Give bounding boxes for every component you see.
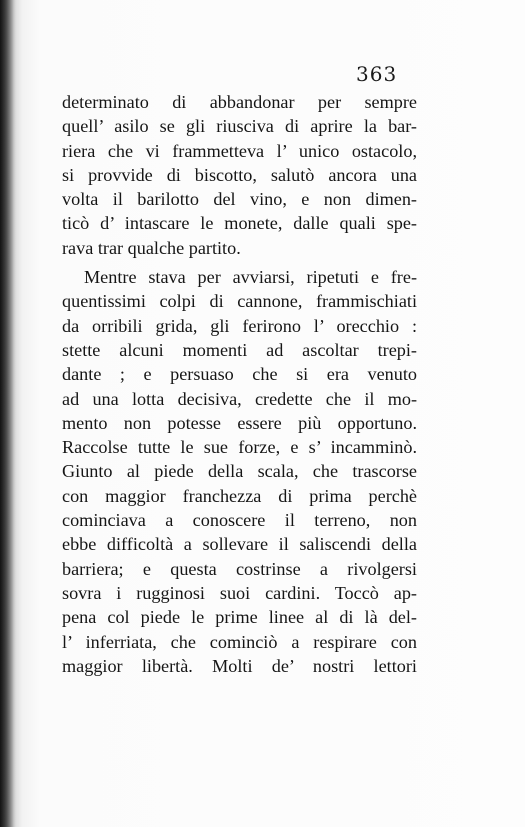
text-line: da orribili grida, gli ferirono l’ orecchio : [62,315,417,336]
text-line: maggior libertà. Molti de’ nostri lettori [62,655,417,676]
page-gutter-shadow [0,0,16,827]
text-line: con maggior franchezza di prima perchè [62,485,417,506]
text-line: sovra i rugginosi suoi cardini. Toccò ap- [62,582,417,603]
text-line: Giunto al piede della scala, che trascorse [62,461,417,482]
text-line: quentissimi colpi di cannone, frammischiati [62,291,417,312]
text-line: ad una lotta decisiva, credette che il mo- [62,388,417,409]
text-line: ticò d’ intascare le monete, dalle quali spe- [62,213,417,234]
text-line: rava trar qualche partito. [62,237,241,258]
text-line: volta il barilotto del vino, e non dimen- [62,189,417,210]
text-line: cominciava a conoscere il terreno, non [62,510,417,531]
paragraph-2 [62,265,417,678]
paragraph-1 [62,90,417,260]
text-line: determinato di abbandonar per sempre [62,92,417,112]
text-line: riera che vi frammetteva l’ unico ostacolo, [62,140,417,161]
text-line: Raccolse tutte le sue forze, e s’ incamminò. [62,437,417,458]
body-text [62,90,417,678]
text-line: pena col piede le prime linee al di là del- [62,607,417,628]
page-number: 363 [356,62,398,86]
text-line: quell’ asilo se gli riusciva di aprire la bar- [62,116,417,137]
text-line: ebbe difficoltà a sollevare il saliscendi della [62,534,417,555]
text-line: Mentre stava per avviarsi, ripetuti e fre- [84,267,417,288]
text-line: mento non potesse essere più opportuno. [62,412,417,433]
text-line: barriera; e questa costrinse a rivolgersi [62,558,417,579]
text-line: dante ; e persuaso che si era venuto [62,364,417,385]
text-line: si provvide di biscotto, salutò ancora una [62,164,417,185]
text-line: stette alcuni momenti ad ascoltar trepi- [62,339,417,360]
text-line: l’ inferriata, che cominciò a respirare con [62,631,417,652]
